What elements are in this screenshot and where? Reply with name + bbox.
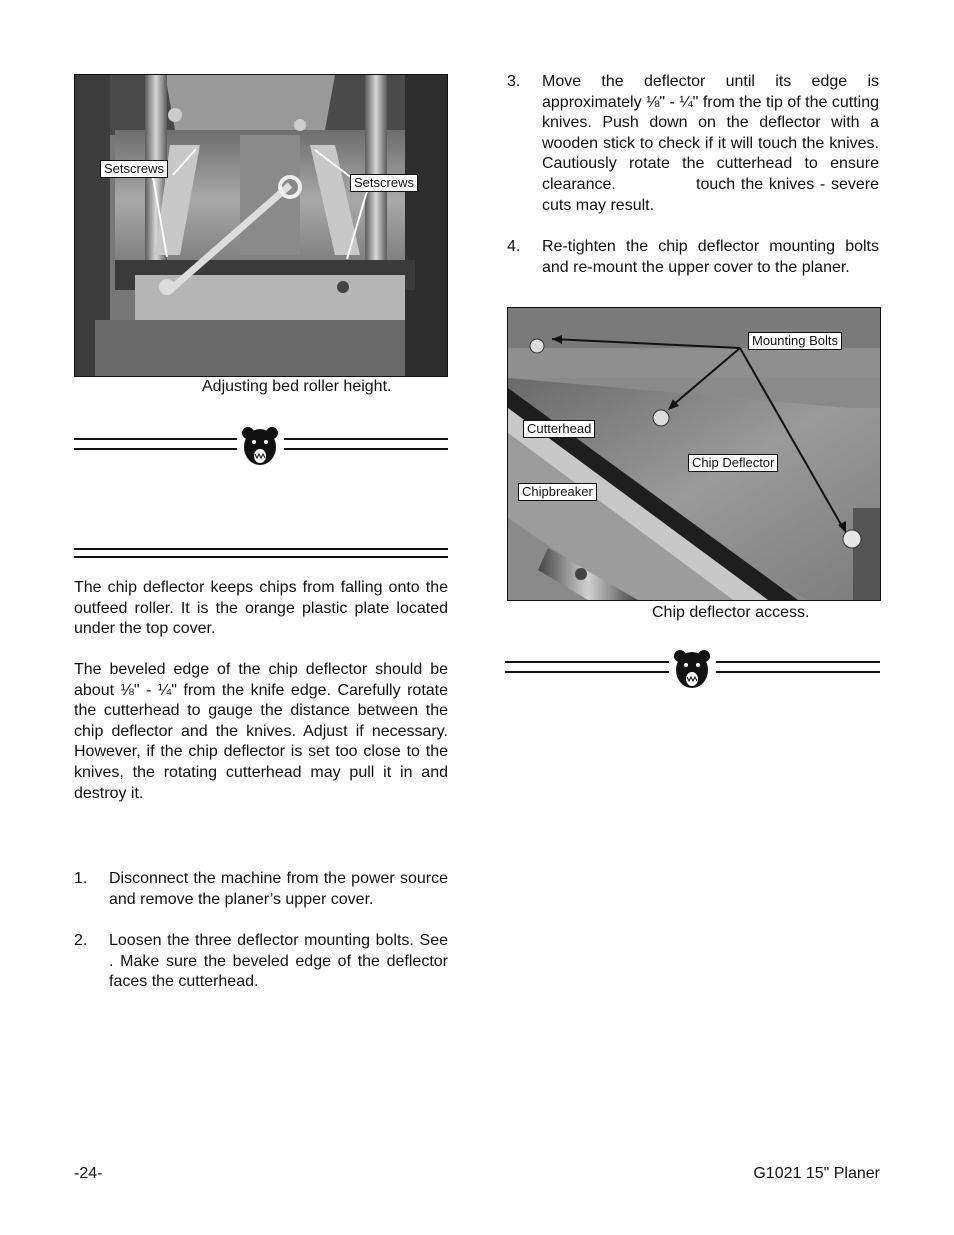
section-rule-right-b-2 — [716, 671, 880, 673]
callout-setscrews-right: Setscrews — [350, 174, 418, 192]
step-2 — [74, 931, 515, 993]
callout-chip-deflector: Chip Deflector — [688, 454, 778, 472]
section-rule-right-a — [505, 661, 669, 663]
setscrew-pointer-lines — [75, 75, 447, 376]
photo-chip-deflector — [507, 307, 881, 601]
callout-chipbreaker: Chipbreaker — [518, 483, 597, 501]
step-4 — [507, 237, 880, 279]
step-3 — [507, 72, 884, 217]
section-rule-top-2 — [74, 448, 237, 450]
callout-cutterhead: Cutterhead — [523, 420, 595, 438]
paragraph-chip-deflector-intro: The chip deflector keeps chips from falling onto the outfeed roller. It is the orange plastic plate located under the top cover. — [74, 579, 448, 638]
step-text: Loosen the three deflector mounting bolts. See . Make sure the beveled edge of the deflector faces the cutterhead. — [109, 932, 515, 991]
step-text: Disconnect the machine from the power source and remove the planer’s upper cover. — [109, 870, 448, 908]
section-rule-right-b — [716, 661, 880, 663]
step-1 — [74, 869, 448, 911]
step-number: 3. — [507, 73, 521, 90]
photo-bed-roller-setscrews — [74, 74, 448, 377]
footer-model: G1021 15" Planer — [753, 1165, 880, 1182]
section-rule-bottom — [74, 548, 448, 550]
section-rule-top — [74, 438, 237, 440]
bear-head-icon — [240, 425, 280, 467]
figure-caption-chip-deflector: Chip deflector access. — [652, 604, 810, 621]
bear-head-icon — [672, 648, 712, 690]
step-text: Re-tighten the chip deflector mounting bolts and re-mount the upper cover to the planer. — [542, 238, 879, 276]
step-number: 1. — [74, 870, 88, 887]
section-rule-right-a-2 — [505, 671, 669, 673]
step-number: 2. — [74, 932, 88, 949]
section-rule-top-right-2 — [284, 448, 448, 450]
callout-setscrews-left: Setscrews — [100, 160, 168, 178]
callout-mounting-bolts: Mounting Bolts — [748, 332, 842, 350]
paragraph-beveled-edge: The beveled edge of the chip deflector should be about ⅛" - ¼" from the knife edge. Carefully rotate the cutterhead to gauge the distance between the chip deflector and the knives. Adjust if necessary. However, if the chip deflector is set too close to the knives, the rotating cutterhead may pull it in and destroy it. — [74, 661, 448, 802]
page-number: -24- — [74, 1165, 103, 1182]
figure-caption-bed-roller: Adjusting bed roller height. — [202, 378, 392, 395]
section-rule-top-right — [284, 438, 448, 440]
step-text: Move the deflector until its edge is approximately ⅛" - ¼" from the tip of the cutting knives. Push down on the deflector with a wooden stick to check if it will touch the knives. Cautiously rotate the cutterhead to ensure clearance. touch the knives - severe cuts may result. — [542, 73, 884, 214]
step-number: 4. — [507, 238, 521, 255]
section-rule-bottom-2 — [74, 556, 448, 558]
